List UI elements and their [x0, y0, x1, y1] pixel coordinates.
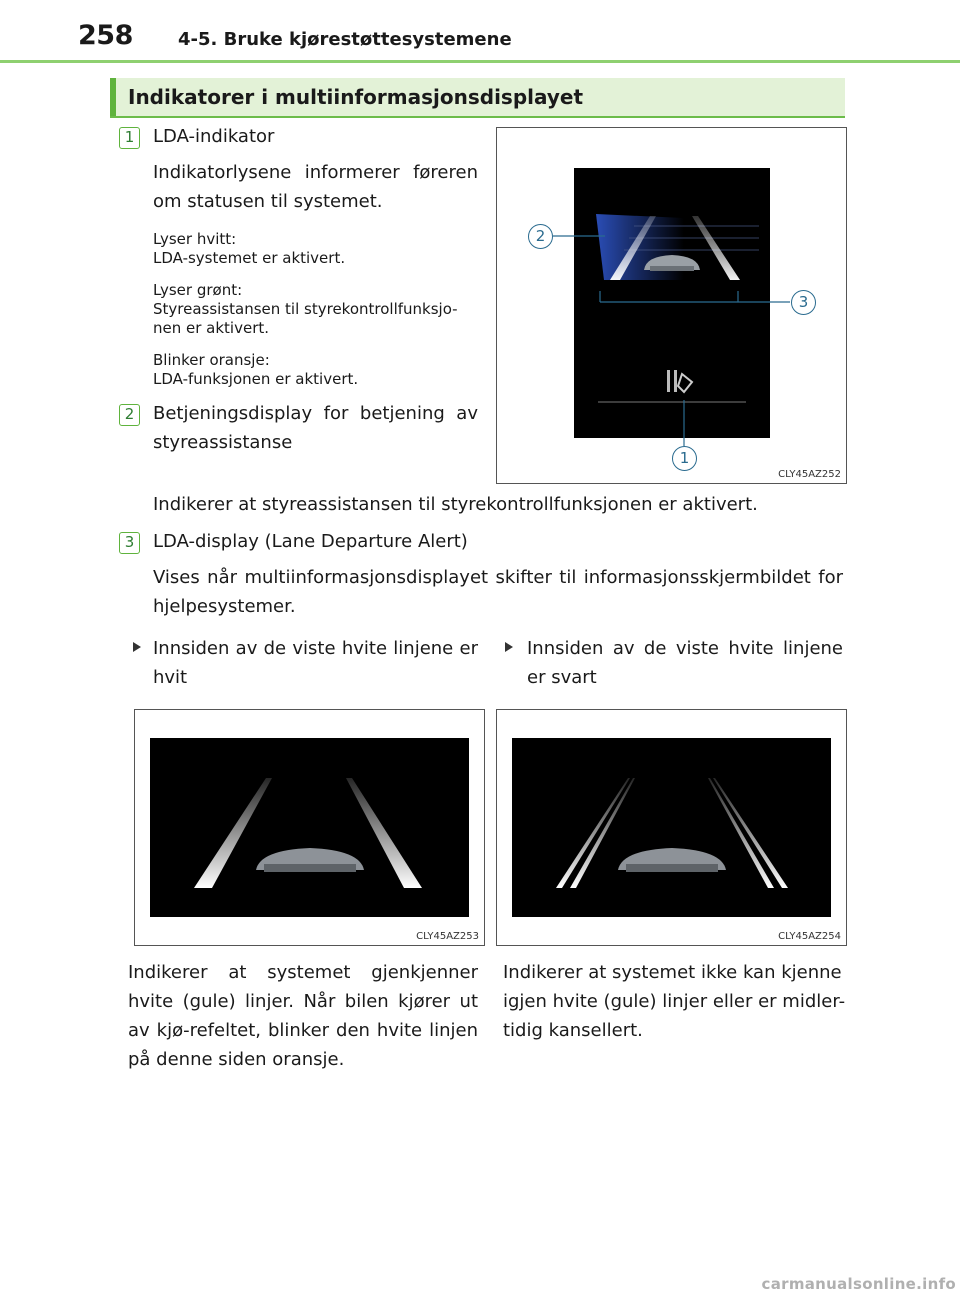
page-number: 258 — [78, 20, 133, 51]
section-accent-bar — [110, 78, 116, 116]
state-white-text: LDA-systemet er aktivert. — [153, 249, 346, 267]
state-orange-text: LDA-funksjonen er aktivert. — [153, 370, 359, 388]
callout-3: 3 — [791, 290, 816, 315]
column-1-caption: Indikerer at systemet gjenkjenner hvite (gule) linjer. Når bilen kjører ut av kjø-refeltet, blinker den hvite linjen på denne siden oransje. — [128, 962, 478, 1070]
item-2-title: Betjeningsdisplay for betjening av styreassistanse — [153, 403, 478, 453]
state-green-text: Styreassistansen til styrekontrollfunksjo-nen er aktivert. — [153, 300, 458, 337]
bullet-triangle-icon — [505, 642, 513, 652]
item-number-1: 1 — [119, 127, 140, 149]
item-2-description: Indikerer at styreassistansen til styrekontrollfunksjonen er aktivert. — [153, 494, 758, 515]
left-lane-line — [194, 778, 272, 888]
section-title: Indikatorer i multiinformasjonsdisplayet — [128, 85, 584, 109]
black-lines-graphic — [512, 738, 831, 917]
state-green — [153, 281, 478, 338]
callout-1: 1 — [672, 446, 697, 471]
right-lane-line — [346, 778, 422, 888]
black-lines-screen — [512, 738, 831, 917]
left-lane-outer-line — [556, 778, 630, 888]
figure-code: CLY45AZ252 — [778, 469, 841, 480]
item-1-title: LDA-indikator — [153, 126, 275, 147]
black-lines-figure — [496, 709, 847, 946]
column-1-heading: Innsiden av de viste hvite linjene er hvit — [153, 638, 478, 688]
white-lines-figure — [134, 709, 485, 946]
chapter-title: 4-5. Bruke kjørestøttesystemene — [178, 29, 512, 50]
callout-2: 2 — [528, 224, 553, 249]
figure-code: CLY45AZ254 — [778, 931, 841, 942]
lda-display-figure — [496, 127, 847, 484]
bullet-triangle-icon — [133, 642, 141, 652]
state-orange-label: Blinker oransje: — [153, 351, 270, 369]
item-3-title: LDA-display (Lane Departure Alert) — [153, 531, 468, 552]
item-number-3: 3 — [119, 532, 140, 554]
watermark[interactable]: carmanualsonline.info — [761, 1275, 956, 1293]
right-lane-outer-line — [713, 778, 788, 888]
state-orange — [153, 351, 478, 389]
column-2-heading: Innsiden av de viste hvite linjene er svart — [527, 638, 843, 688]
item-3-description: Vises når multiinformasjonsdisplayet skifter til informasjonsskjermbildet for hjelpesystemer. — [153, 567, 843, 617]
header-divider — [0, 60, 960, 63]
item-number-2: 2 — [119, 404, 140, 426]
state-white-label: Lyser hvitt: — [153, 230, 237, 248]
state-green-label: Lyser grønt: — [153, 281, 243, 299]
white-lines-graphic — [150, 738, 469, 917]
item-1-description: Indikatorlysene informerer føreren om statusen til systemet. — [153, 162, 478, 212]
section-header — [110, 78, 845, 118]
state-white — [153, 230, 478, 268]
column-2-caption: Indikerer at systemet ikke kan kjenne igjen hvite (gule) linjer eller er midler-tidig kansellert. — [503, 962, 846, 1041]
left-lane-inner-line — [570, 778, 635, 888]
figure-code: CLY45AZ253 — [416, 931, 479, 942]
white-lines-screen — [150, 738, 469, 917]
